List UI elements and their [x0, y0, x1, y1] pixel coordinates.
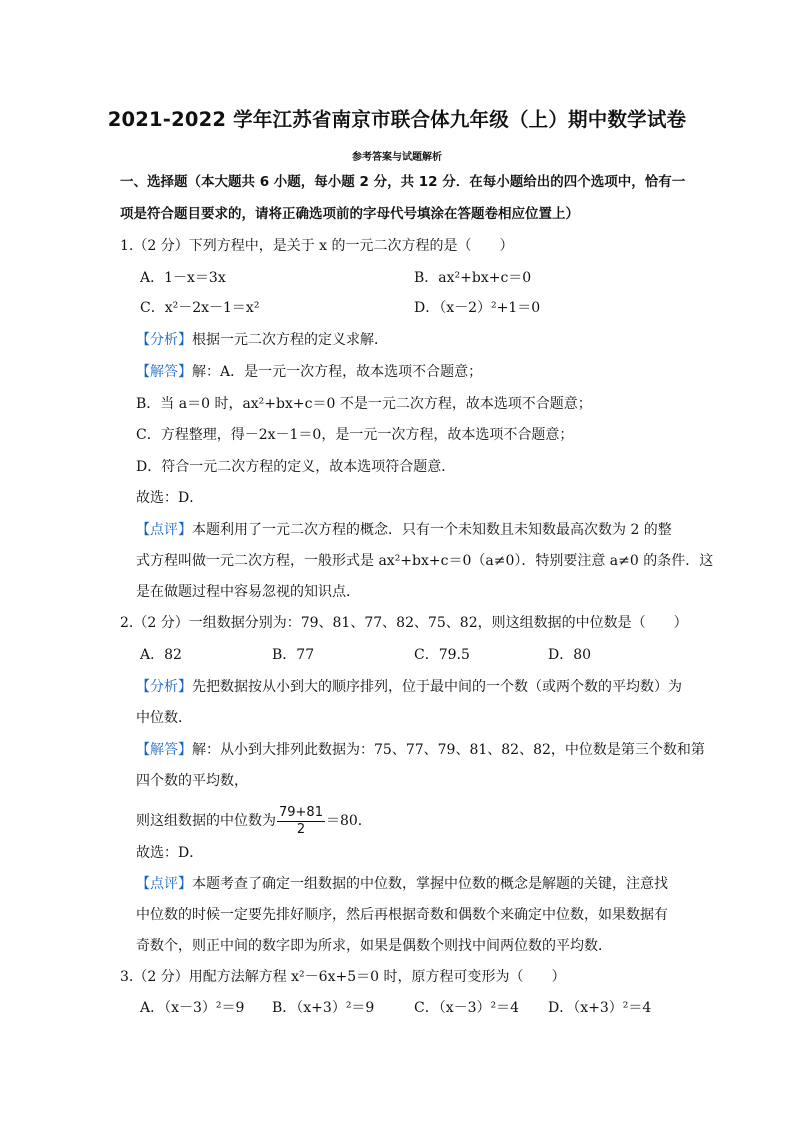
- page-subtitle: 参考答案与试题解析: [352, 152, 442, 163]
- fraction-numerator: 79+81: [279, 804, 323, 820]
- q1-solution-3: C．方程整理，得－2x－1＝0，是一元一次方程，故本选项不合题意；: [136, 427, 574, 443]
- section-heading-line-1: 一、选择题（本大题共 6 小题，每小题 2 分，共 12 分．在每小题给出的四个选项中，恰有一: [120, 174, 686, 190]
- page-title: 2021-2022 学年江苏省南京市联合体九年级（上）期中数学试卷: [107, 108, 687, 131]
- q1-option-a: A．1－x＝3x: [140, 270, 226, 286]
- section-heading-line-2: 项是符合题目要求的，请将正确选项前的字母代号填涂在答题卷相应位置上）: [120, 206, 579, 222]
- q2-analysis-2: 中位数．: [136, 710, 192, 726]
- fraction-denominator: 2: [296, 821, 306, 837]
- q1-comment-3: 是在做题过程中容易忽视的知识点．: [136, 584, 360, 600]
- q2-solution-text-1: 解：从小到大排列此数据为：75、77、79、81、82、82，中位数是第三个数和第: [192, 742, 705, 758]
- q2-formula-line: [136, 802, 372, 840]
- q2-option-d: D．80: [548, 647, 592, 663]
- q2-solution-2: 四个数的平均数，: [136, 773, 248, 789]
- q2-solution-1: [136, 740, 705, 760]
- q3-option-d: D．（x+3）²＝4: [548, 1000, 652, 1016]
- q2-choice: 故选：D．: [136, 845, 204, 861]
- q1-comment-2: 式方程叫做一元二次方程，一般形式是 ax²+bx+c＝0（a≠0）．特别要注意 a≠0 的条件．这: [136, 553, 714, 569]
- q2-comment-1: [136, 874, 668, 894]
- q2-comment-2: 中位数的时候一定要先排好顺序，然后再根据奇数和偶数个来确定中位数，如果数据有: [136, 907, 668, 923]
- q3-option-c: C．（x－3）²＝4: [414, 1000, 520, 1016]
- q1-solution-text-1: 解：A．是一元一次方程，故本选项不合题意；: [192, 364, 483, 380]
- q2-option-a: A．82: [140, 647, 182, 663]
- q1-option-d: D．（x－2）²+1＝0: [414, 300, 541, 316]
- q2-formula-suffix: ＝80．: [325, 813, 372, 829]
- q1-option-c: C．x²－2x－1＝x²: [140, 300, 260, 316]
- q2-analysis-1: [136, 677, 682, 697]
- comment-tag: 【点评】: [136, 522, 192, 538]
- q2-formula-prefix: 则这组数据的中位数为: [136, 813, 276, 829]
- q2-option-c: C．79.5: [414, 647, 470, 663]
- q1-choice: 故选：D．: [136, 490, 204, 506]
- q1-solution-2: B．当 a＝0 时，ax²+bx+c＝0 不是一元二次方程，故本选项不合题意；: [136, 396, 592, 412]
- analysis-tag: 【分析】: [136, 679, 192, 695]
- q3-option-a: A．（x－3）²＝9: [140, 1000, 245, 1016]
- q2-analysis-text-1: 先把数据按从小到大的顺序排列，位于最中间的一个数（或两个数的平均数）为: [192, 679, 682, 695]
- q1-solution-1: [136, 362, 482, 382]
- q1-comment-1: [136, 520, 672, 540]
- q1-solution-4: D．符合一元二次方程的定义，故本选项符合题意．: [136, 459, 456, 475]
- q1-stem: 1.（2 分）下列方程中，是关于 x 的一元二次方程的是（ ）: [120, 238, 514, 254]
- q1-comment-text-1: 本题利用了一元二次方程的概念．只有一个未知数且未知数最高次数为 2 的整: [192, 522, 672, 538]
- q1-option-b: B．ax²+bx+c＝0: [414, 270, 532, 286]
- comment-tag: 【点评】: [136, 876, 192, 892]
- q1-analysis: [136, 330, 388, 350]
- q1-analysis-text: 根据一元二次方程的定义求解．: [192, 332, 388, 348]
- q2-comment-text-1: 本题考查了确定一组数据的中位数，掌握中位数的概念是解题的关键，注意找: [192, 876, 668, 892]
- median-fraction: [277, 805, 325, 838]
- q3-stem: 3.（2 分）用配方法解方程 x²－6x+5＝0 时，原方程可变形为（ ）: [120, 969, 566, 985]
- solution-tag: 【解答】: [136, 364, 192, 380]
- q3-option-b: B．（x+3）²＝9: [272, 1000, 375, 1016]
- q2-comment-3: 奇数个，则正中间的数字即为所求，如果是偶数个则找中间两位数的平均数．: [136, 938, 612, 954]
- q2-stem: 2.（2 分）一组数据分别为：79、81、77、82、75、82，则这组数据的中位数是（ ）: [120, 615, 688, 631]
- analysis-tag: 【分析】: [136, 332, 192, 348]
- q2-option-b: B．77: [272, 647, 315, 663]
- solution-tag: 【解答】: [136, 742, 192, 758]
